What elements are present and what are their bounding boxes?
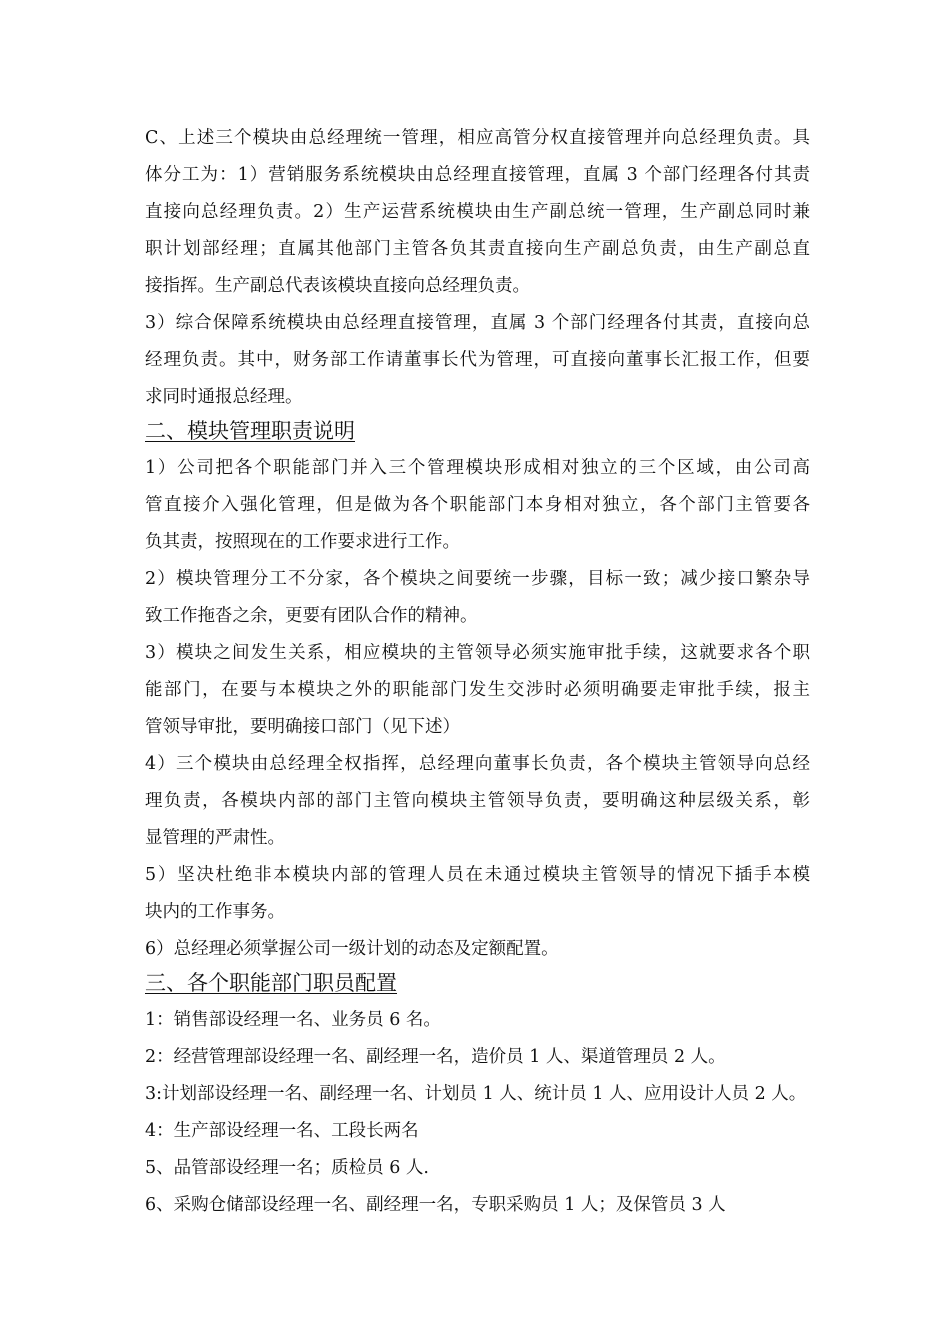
list-item: 1：销售部设经理一名、业务员 6 名。	[145, 1010, 441, 1030]
paragraph-line: 经理负责。其中，财务部工作请董事长代为管理，可直接向董事长汇报工作，但要	[145, 350, 810, 370]
list-item: 2：经营管理部设经理一名、副经理一名，造价员 1 人、渠道管理员 2 人。	[145, 1047, 726, 1067]
paragraph-line: 3）综合保障系统模块由总经理直接管理，直属 3 个部门经理各付其责，直接向总	[145, 313, 810, 333]
paragraph-line: 2）模块管理分工不分家，各个模块之间要统一步骤，目标一致；减少接口繁杂导	[145, 569, 810, 589]
paragraph-line: 理负责，各模块内部的部门主管向模块主管领导负责，要明确这种层级关系，彰	[145, 791, 810, 811]
paragraph-line: 职计划部经理；直属其他部门主管各负其责直接向生产副总负责，由生产副总直	[145, 239, 810, 259]
paragraph-line: 致工作拖沓之余，更要有团队合作的精神。	[145, 606, 478, 626]
paragraph-line: 6）总经理必须掌握公司一级计划的动态及定额配置。	[145, 939, 559, 959]
paragraph-line: 体分工为：1）营销服务系统模块由总经理直接管理，直属 3 个部门经理各付其责	[145, 165, 810, 185]
list-item: 3:计划部设经理一名、副经理一名、计划员 1 人、统计员 1 人、应用设计人员 2 人。	[145, 1084, 807, 1104]
list-item: 5、品管部设经理一名；质检员 6 人.	[145, 1158, 429, 1178]
paragraph-line: 1）公司把各个职能部门并入三个管理模块形成相对独立的三个区域，由公司高	[145, 458, 810, 478]
paragraph-line: 负其责，按照现在的工作要求进行工作。	[145, 532, 460, 552]
paragraph-line: 能部门，在要与本模块之外的职能部门发生交涉时必须明确要走审批手续，报主	[145, 680, 810, 700]
paragraph-line: 4）三个模块由总经理全权指挥，总经理向董事长负责，各个模块主管领导向总经	[145, 754, 810, 774]
paragraph-line: 管领导审批，要明确接口部门（见下述）	[145, 717, 460, 737]
paragraph-line: 3）模块之间发生关系，相应模块的主管领导必须实施审批手续，这就要求各个职	[145, 643, 810, 663]
paragraph-line: 直接向总经理负责。2）生产运营系统模块由生产副总统一管理，生产副总同时兼	[145, 202, 810, 222]
section-heading-staffing: 三、各个职能部门职员配置	[145, 971, 397, 995]
section-heading-module-duties: 二、模块管理职责说明	[145, 419, 355, 443]
paragraph-line: 块内的工作事务。	[145, 902, 285, 922]
list-item: 6、采购仓储部设经理一名、副经理一名，专职采购员 1 人；及保管员 3 人	[145, 1195, 726, 1215]
list-item: 4：生产部设经理一名、工段长两名	[145, 1121, 419, 1141]
paragraph-line: 管直接介入强化管理，但是做为各个职能部门本身相对独立，各个部门主管要各	[145, 495, 810, 515]
paragraph-line: 求同时通报总经理。	[145, 387, 303, 407]
paragraph-line: 5）坚决杜绝非本模块内部的管理人员在未通过模块主管领导的情况下插手本模	[145, 865, 810, 885]
paragraph-line: 接指挥。生产副总代表该模块直接向总经理负责。	[145, 276, 530, 296]
paragraph-line: 显管理的严肃性。	[145, 828, 285, 848]
paragraph-line: C、上述三个模块由总经理统一管理，相应高管分权直接管理并向总经理负责。具	[145, 128, 810, 148]
